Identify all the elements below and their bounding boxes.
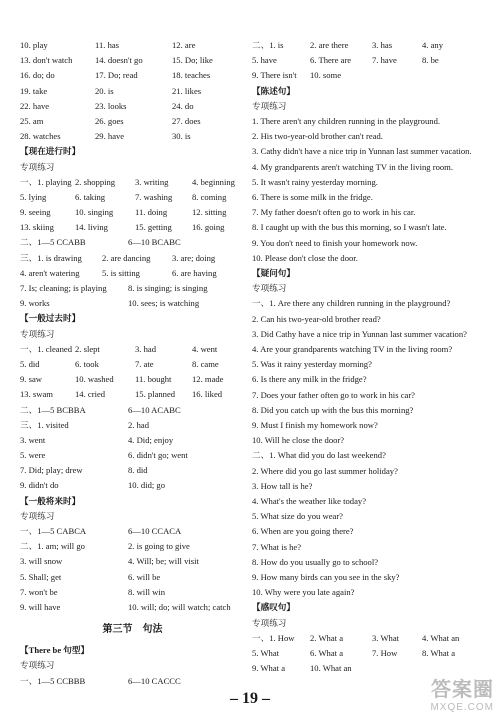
answer-row <box>252 53 488 68</box>
answer-cell: 6. didn't go; went <box>128 450 188 461</box>
answer-row <box>20 570 245 585</box>
answer-row <box>20 674 245 689</box>
answer-cell: 5. What <box>252 647 280 658</box>
answer-cell: 8. be <box>422 55 439 66</box>
answer-cell: 7. won't be <box>20 586 58 597</box>
answer-row <box>20 190 245 205</box>
chapter-title: 第三节 句法 <box>102 624 163 636</box>
answer-cell: 3. writing <box>135 176 169 187</box>
answer-row <box>252 631 488 646</box>
answer-cell: 4. any <box>422 40 444 50</box>
answer-sentence: 一、1. Are there any children running in the playground? <box>252 298 451 309</box>
answer-cell: 7. Did; play; drew <box>20 465 83 476</box>
answer-row <box>20 403 245 418</box>
answer-row <box>20 357 245 372</box>
answer-cell: 5. Shall; get <box>20 571 62 582</box>
answer-row <box>20 175 245 190</box>
answer-sentence: 3. Cathy didn't have a nice trip in Yunnan last summer vacation. <box>252 146 472 157</box>
answer-cell: 16. liked <box>192 389 223 400</box>
answer-cell: 9. will have <box>20 601 61 612</box>
section-heading: 【There be 句型】 <box>20 645 90 656</box>
answer-cell: 4. Will; be; will visit <box>128 556 199 567</box>
answer-sentence: 9. You don't need to finish your homework now. <box>252 237 418 248</box>
answer-row <box>20 114 245 129</box>
answer-cell: 8. will win <box>128 586 166 597</box>
answer-cell: 3. had <box>135 343 157 354</box>
answer-cell: 20. is <box>95 85 114 96</box>
answer-cell: 5. is sitting <box>102 267 140 278</box>
answer-cell: 8. did <box>128 465 148 476</box>
answer-cell: 6—10 CACCC <box>128 675 181 686</box>
answer-row <box>20 387 245 402</box>
answer-row <box>20 418 245 433</box>
answer-row <box>20 251 245 266</box>
answer-row <box>20 38 245 53</box>
answer-sentence: 2. Can his two-year-old brother read? <box>252 313 381 324</box>
answer-row <box>20 524 245 539</box>
answer-cell: 28. watches <box>20 131 61 142</box>
answer-cell: 3. will snow <box>20 556 63 567</box>
answer-row <box>20 129 245 144</box>
answer-cell: 25. am <box>20 115 44 126</box>
answer-cell: 2. had <box>128 419 150 430</box>
answer-cell: 18. teaches <box>172 70 211 81</box>
subheading: 专项练习 <box>252 617 287 628</box>
answer-cell: 5. were <box>20 450 46 461</box>
answer-cell: 8. What a <box>422 647 456 658</box>
answer-cell: 9. saw <box>20 374 42 385</box>
subheading: 专项练习 <box>20 161 55 172</box>
answer-cell: 13. swam <box>20 389 53 400</box>
answer-cell: 15. getting <box>135 222 172 233</box>
answer-cell: 4. aren't watering <box>20 267 80 278</box>
answer-row <box>252 38 488 53</box>
answer-cell: 17. Do; read <box>95 70 138 81</box>
answer-cell: 23. looks <box>95 100 127 111</box>
answer-cell: 10. sees; is watching <box>128 298 200 309</box>
answer-cell: 10. What an <box>310 663 352 674</box>
answer-sentence: 6. When are you going there? <box>252 526 354 537</box>
answer-cell: 15. planned <box>135 389 176 400</box>
answer-cell: 11. doing <box>135 207 168 218</box>
answer-cell: 7. How <box>372 647 398 658</box>
answer-cell: 一、1—5 CCBBB <box>20 675 86 686</box>
answer-sentence: 6. There is some milk in the fridge. <box>252 191 373 202</box>
answer-cell: 2. are there <box>310 40 349 50</box>
answer-row <box>20 478 245 493</box>
answer-cell: 9. didn't do <box>20 480 59 491</box>
answer-sentence: 3. Did Cathy have a nice trip in Yunnan last summer vacation? <box>252 328 467 339</box>
answer-cell: 3. What <box>372 632 400 643</box>
answer-cell: 2. What a <box>310 632 344 643</box>
answer-cell: 12. made <box>192 374 224 385</box>
answer-sentence: 3. How tall is he? <box>252 480 313 491</box>
answer-cell: 9. There isn't <box>252 70 297 81</box>
answer-cell: 三、1. visited <box>20 419 69 430</box>
section-heading: 【一般过去时】 <box>20 313 81 324</box>
left-column <box>20 38 245 689</box>
answer-row <box>20 296 245 311</box>
answer-cell: 12. are <box>172 40 196 50</box>
answer-cell: 6—10 ACABC <box>128 404 181 415</box>
answer-cell: 10. did; go <box>128 480 166 491</box>
answer-sentence: 二、1. What did you do last weekend? <box>252 450 386 461</box>
subheading: 专项练习 <box>20 660 55 671</box>
watermark-logo <box>402 673 494 713</box>
answer-cell: 10. singing <box>75 207 114 218</box>
answer-sentence: 2. His two-year-old brother can't read. <box>252 131 383 142</box>
answer-cell: 6. are having <box>172 267 217 278</box>
answer-cell: 2. are dancing <box>102 252 151 263</box>
answer-sentence: 5. What size do you wear? <box>252 511 343 522</box>
answer-row <box>20 235 245 250</box>
section-heading: 【一般将来时】 <box>20 495 81 506</box>
answer-cell: 16. do; do <box>20 70 55 81</box>
answer-sentence: 2. Where did you go last summer holiday? <box>252 465 398 476</box>
answer-cell: 5. have <box>252 55 277 66</box>
answer-row <box>20 84 245 99</box>
page-number: – 19 – <box>230 690 270 707</box>
answer-cell: 4. beginning <box>192 176 235 187</box>
answer-sentence: 9. How many birds can you see in the sky? <box>252 572 400 582</box>
answer-row <box>20 372 245 387</box>
subheading: 专项练习 <box>252 100 287 111</box>
answer-cell: 3. went <box>20 434 46 445</box>
answer-sentence: 8. I caught up with the bus this morning, so I wasn't late. <box>252 222 447 233</box>
answer-row <box>20 99 245 114</box>
answer-row <box>20 266 245 281</box>
answer-sentence: 7. Does your father often go to work in his car? <box>252 389 415 400</box>
answer-row <box>20 600 245 615</box>
answer-cell: 24. do <box>172 100 194 111</box>
answer-sentence: 5. It wasn't rainy yesterday morning. <box>252 176 378 187</box>
answer-cell: 13. don't watch <box>20 55 73 66</box>
answer-sentence: 10. Will he close the door? <box>252 435 345 446</box>
answer-row <box>20 68 245 83</box>
answer-row <box>20 342 245 357</box>
answer-cell: 三、1. is drawing <box>20 252 82 263</box>
answer-cell: 3. are; doing <box>172 252 216 263</box>
answer-cell: 6. What a <box>310 647 344 658</box>
answer-cell: 11. bought <box>135 374 172 385</box>
answer-cell: 一、1. How <box>252 632 295 643</box>
answer-cell: 一、1. playing <box>20 176 72 187</box>
answer-cell: 7. have <box>372 55 397 66</box>
answer-cell: 14. living <box>75 222 108 233</box>
answer-cell: 26. goes <box>95 115 124 126</box>
answer-cell: 6. will be <box>128 571 161 582</box>
answer-cell: 11. has <box>95 40 120 50</box>
answer-cell: 8. is singing; is singing <box>128 283 208 293</box>
answer-cell: 5. did <box>20 358 40 369</box>
answer-cell: 3. has <box>372 40 393 50</box>
answer-cell: 9. seeing <box>20 207 51 218</box>
answer-cell: 13. skiing <box>20 222 54 233</box>
answer-row <box>20 539 245 554</box>
answer-cell: 10. play <box>20 40 48 50</box>
answer-cell: 6—10 CCACA <box>128 526 182 536</box>
answer-row <box>20 53 245 68</box>
answer-sentence: 7. My father doesn't often go to work in his car. <box>252 207 416 218</box>
answer-cell: 4. went <box>192 343 218 354</box>
answer-cell: 6. taking <box>75 191 106 202</box>
answer-cell: 16. going <box>192 222 225 233</box>
answer-sentence: 6. Is there any milk in the fridge? <box>252 374 367 385</box>
answer-cell: 7. washing <box>135 191 173 202</box>
answer-cell: 27. does <box>172 115 201 126</box>
answer-row <box>20 281 245 296</box>
section-heading: 【感叹句】 <box>252 602 295 613</box>
answer-cell: 2. slept <box>75 343 100 354</box>
answer-cell: 21. likes <box>172 85 202 96</box>
answer-cell: 14. doesn't go <box>95 55 143 66</box>
answer-cell: 2. shopping <box>75 176 116 187</box>
answer-sentence: 7. What is he? <box>252 541 302 552</box>
answer-cell: 2. is going to give <box>128 541 190 552</box>
answer-row <box>20 554 245 569</box>
answer-cell: 6. took <box>75 358 99 369</box>
answer-sentence: 9. Must I finish my homework now? <box>252 419 378 430</box>
answer-cell: 5. lying <box>20 191 47 202</box>
answer-sentence: 4. What's the weather like today? <box>252 495 367 506</box>
answer-sentence: 4. Are your grandparents watching TV in the living room? <box>252 343 453 354</box>
answer-sentence: 4. My grandparents aren't watching TV in the living room. <box>252 161 453 172</box>
watermark-url: MXQE.COM <box>430 702 494 713</box>
right-column <box>252 38 488 676</box>
answer-cell: 10. some <box>310 70 342 81</box>
answer-sentence: 10. Why were you late again? <box>252 587 355 598</box>
answer-cell: 30. is <box>172 131 191 142</box>
answer-sentence: 10. Please don't close the door. <box>252 252 358 263</box>
answer-cell: 9. works <box>20 298 50 309</box>
answer-sentence: 8. How do you usually go to school? <box>252 556 379 567</box>
answer-cell: 4. What an <box>422 632 460 643</box>
answer-row <box>20 433 245 448</box>
answer-row <box>252 68 488 83</box>
answer-sentence: 1. There aren't any children running in the playground. <box>252 115 441 126</box>
answer-cell: 12. sitting <box>192 207 227 218</box>
answer-cell: 22. have <box>20 100 50 111</box>
answer-cell: 一、1. cleaned <box>20 343 73 354</box>
answer-row <box>20 205 245 220</box>
answer-cell: 6—10 BCABC <box>128 237 181 248</box>
answer-sentence: 5. Was it rainy yesterday morning? <box>252 359 372 370</box>
answer-cell: 一、1—5 CABCA <box>20 526 87 536</box>
section-heading: 【现在进行时】 <box>20 146 81 157</box>
answer-row <box>20 448 245 463</box>
answer-cell: 8. coming <box>192 191 227 202</box>
answer-cell: 8. came <box>192 358 219 369</box>
answer-cell: 14. cried <box>75 389 106 400</box>
answer-cell: 19. take <box>20 85 48 96</box>
answer-cell: 二、1—5 CCABB <box>20 237 86 248</box>
answer-cell: 15. Do; like <box>172 55 213 66</box>
answer-cell: 4. Did; enjoy <box>128 434 174 445</box>
subheading: 专项练习 <box>20 328 55 339</box>
answer-sentence: 8. Did you catch up with the bus this morning? <box>252 404 414 415</box>
answer-row <box>20 463 245 478</box>
answer-row <box>20 220 245 235</box>
answer-cell: 9. What a <box>252 663 286 674</box>
answer-cell: 二、1—5 BCBBA <box>20 404 86 415</box>
section-heading: 【陈述句】 <box>252 85 295 96</box>
answer-cell: 6. There are <box>310 55 352 66</box>
watermark-text: 答案圈 <box>431 679 494 701</box>
answer-cell: 二、1. is <box>252 40 284 50</box>
answer-cell: 10. washed <box>75 374 114 385</box>
subheading: 专项练习 <box>20 510 55 521</box>
answer-cell: 7. Is; cleaning; is playing <box>20 283 107 293</box>
answer-cell: 二、1. am; will go <box>20 541 85 552</box>
subheading: 专项练习 <box>252 283 287 294</box>
answer-row <box>252 646 488 661</box>
answer-cell: 7. ate <box>135 358 154 369</box>
answer-row <box>20 585 245 600</box>
section-heading: 【疑问句】 <box>252 267 295 278</box>
answer-cell: 10. will; do; will watch; catch <box>128 601 231 612</box>
answer-cell: 29. have <box>95 131 125 142</box>
